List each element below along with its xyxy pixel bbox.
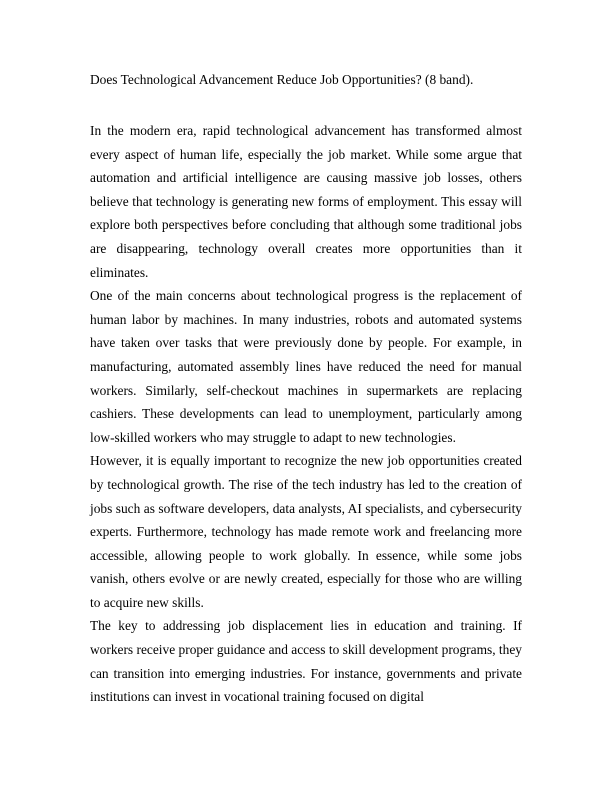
essay-body [90, 119, 522, 709]
paragraph-education: The key to addressing job displacement lies in education and training. If workers receive proper guidance and access to skill development programs, they can transition into emerging industries. For instance, governments and private institutions can invest in vocational training focused on digital [90, 618, 522, 705]
paragraph-concerns: One of the main concerns about technological progress is the replacement of human labor by machines. In many industries, robots and automated systems have taken over tasks that were previously done by people. For example, in manufacturing, automated assembly lines have reduced the need for manual workers. Similarly, self-checkout machines in supermarkets are replacing cashiers. These developments can lead to unemployment, particularly among low-skilled workers who may struggle to adapt to new technologies. [90, 288, 522, 445]
paragraph-opportunities: However, it is equally important to recognize the new job opportunities created by technological growth. The rise of the tech industry has led to the creation of jobs such as software developers, data analysts, AI specialists, and cybersecurity experts. Furthermore, technology has made remote work and freelancing more accessible, allowing people to work globally. In essence, while some jobs vanish, others evolve or are newly created, especially for those who are willing to acquire new skills. [90, 453, 522, 610]
essay-title: Does Technological Advancement Reduce Job Opportunities? (8 band). [90, 72, 474, 87]
paragraph-introduction: In the modern era, rapid technological advancement has transformed almost every aspect of human life, especially the job market. While some argue that automation and artificial intelligence are causing massive job losses, others believe that technology is generating new forms of employment. This essay will explore both perspectives before concluding that although some traditional jobs are disappearing, technology overall creates more opportunities than it eliminates. [90, 123, 522, 280]
